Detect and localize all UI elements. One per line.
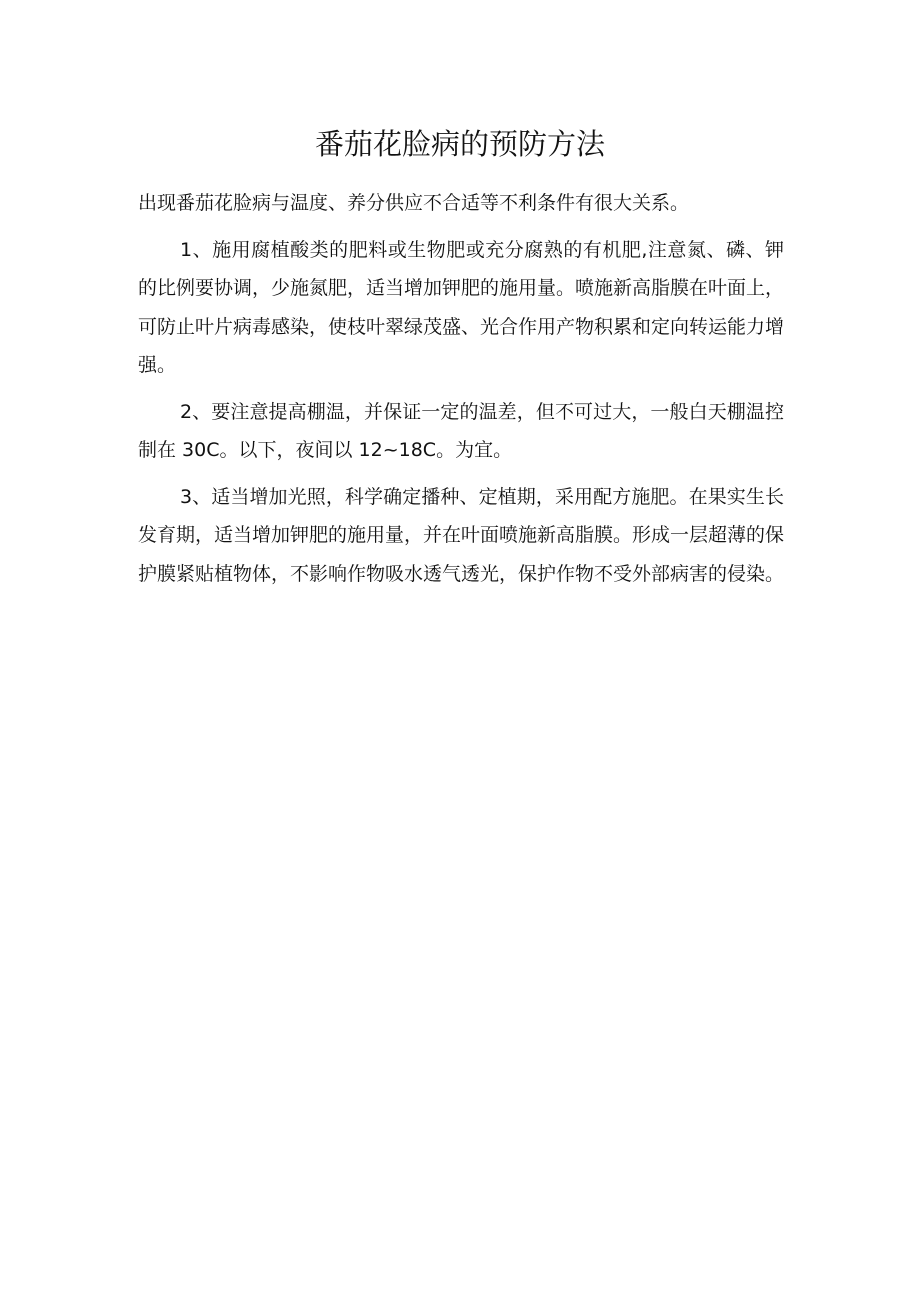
document-title: 番茄花脸病的预防方法 [314,127,605,161]
document-body [138,184,784,601]
measure-paragraph-2: 2、要注意提高棚温，并保证一定的温差，但不可过大，一般白天棚温控制在 30C。以下，夜间以 12~18C。为宜。 [138,400,784,461]
intro-paragraph: 出现番茄花脸病与温度、养分供应不合适等不利条件有很大关系。 [138,192,690,214]
measure-paragraph-3: 3、适当增加光照，科学确定播种、定植期，采用配方施肥。在果实生长发育期，适当增加钾肥的施用量，并在叶面喷施新高脂膜。形成一层超薄的保护膜紧贴植物体，不影响作物吸水透气透光，保护作物不受外部病害的侵染。 [138,485,785,585]
measure-paragraph-1: 1、施用腐植酸类的肥料或生物肥或充分腐熟的有机肥,注意氮、磷、钾的比例要协调，少施氮肥，适当增加钾肥的施用量。喷施新高脂膜在叶面上，可防止叶片病毒感染，使枝叶翠绿茂盛、光合作用产物积累和定向转运能力增强。 [138,238,785,376]
